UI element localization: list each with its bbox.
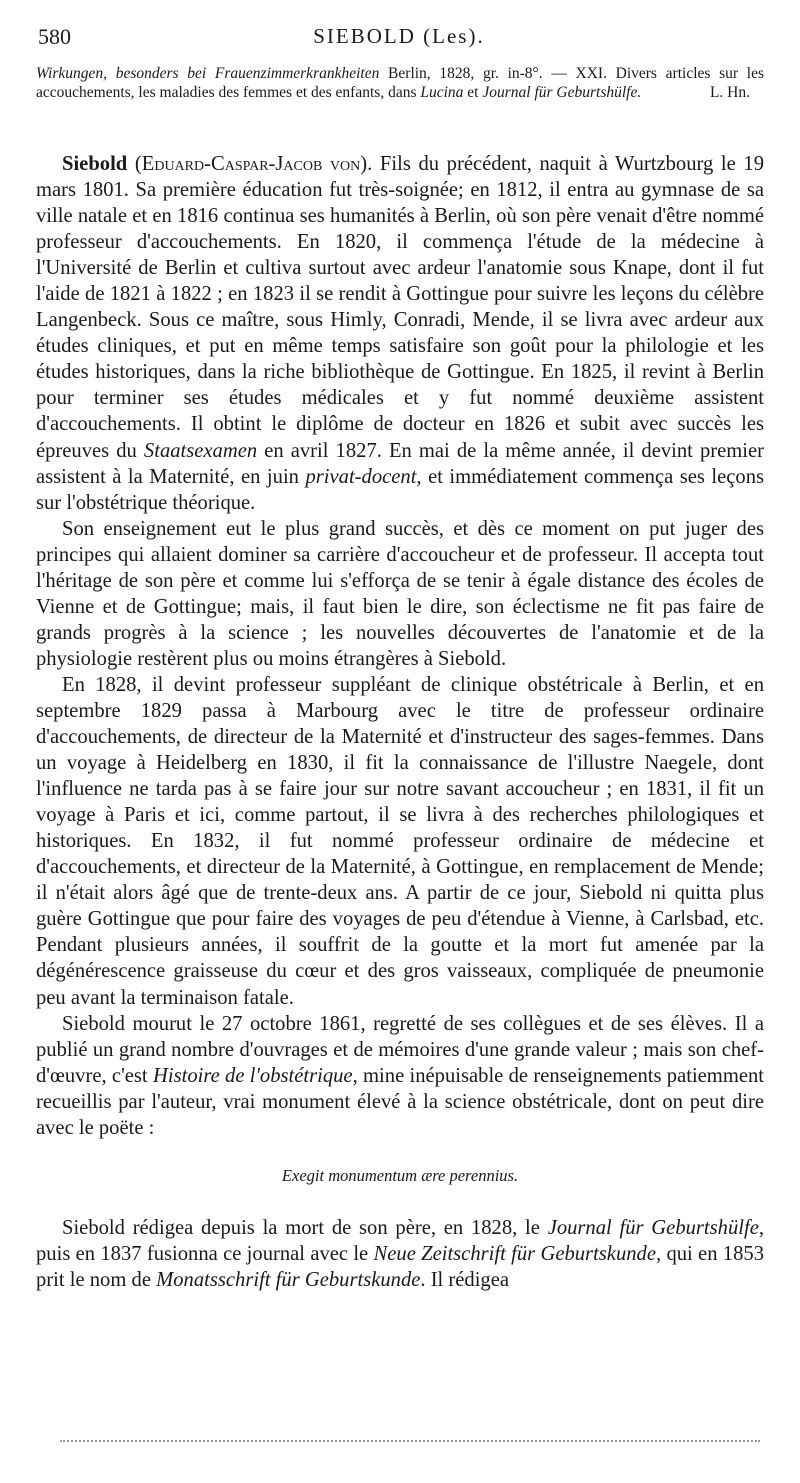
paragraph	[36, 1011, 764, 1141]
work-title: Histoire de l'obstétrique	[152, 1064, 353, 1087]
italic-term: Staatsexamen	[143, 439, 258, 462]
running-title: SIEBOLD (Les).	[313, 24, 485, 48]
journal-title: Monatsschrift für Geburtskunde	[156, 1268, 421, 1291]
paragraph-text: , et immédiatement commença ses leçons sur l'obstétrique théorique.	[36, 465, 764, 514]
paragraph-text: Fils du précédent, naquit à Wurtzbourg le 19 mars 1801. Sa première éducation fut très-soignée; en 1812, il entra au gymnase de sa ville natale et en 1816 continua ses humanités à Berlin, où son père venait d'être nommé professeur d'accouchements. En 1820, il commença l'étude de la médecine à l'Université de Berlin et cultiva surtout avec ardeur l'anatomie sous Knape, dont il fut l'aide de 1821 à 1822 ; en 1823 il se rendit à Gottingue pour suivre les leçons du célèbre Langenbeck. Sous ce maître, sous Himly, Conradi, Mende, il se livra avec ardeur aux études cliniques, et put en même temps satisfaire son goût pour la philologie et les études historiques, dans la riche bibliothèque de Gottingue. En 1825, il revint à Berlin pour terminer ses études médicales et y fut nommé deuxième assistent d'accouchements. Il obtint le diplôme de docteur en 1826 et subit avec succès les épreuves du	[36, 153, 765, 462]
paragraph-text: Siebold mourut le 27 octobre 1861, regretté de ses collègues et de ses élèves. Il a publié un grand nombre d'ouvrages et de mémoires d'une grande valeur ; mais son chef-d'œuvre, c'est	[36, 1012, 764, 1087]
italic-term: privat-docent	[305, 465, 417, 488]
punctuation: (	[127, 153, 142, 175]
journal-title: Lucina	[420, 84, 464, 101]
citation-text: Berlin, 1828, gr. in-8°. — XXI. Divers articles sur les accouchements, les maladies des femmes et des enfants, dans	[36, 65, 764, 101]
epigraph-quote: Exegit monumentum ære perennius.	[281, 1165, 519, 1185]
paragraph	[36, 151, 764, 516]
bottom-dotted-rule	[60, 1440, 760, 1442]
previous-entry-text	[36, 64, 764, 102]
paragraph	[36, 1215, 764, 1293]
conjunction-text: et	[463, 84, 483, 101]
biography-article	[36, 151, 764, 1293]
journal-title: Journal für Geburtshülfe	[547, 1216, 759, 1239]
paragraph: Son enseignement eut le plus grand succès, et dès ce moment on put juger des principes qui allaient dominer sa carrière d'accoucheur et de professeur. Il accepta tout l'héritage de son père et comme lui s'efforça de se tenir à égale distance des écoles de Vienne et de Gottingue; mais, il faut bien le dire, son éclectisme ne fit pas faire de grands progrès à la science ; les nouvelles découvertes de l'anatomie et de la physiologie restèrent plus ou moins étrangères à Siebold.	[36, 517, 764, 670]
work-title: Wirkungen, besonders bei Frauenzimmerkrankheiten	[36, 65, 380, 82]
paragraph-text: en avril 1827. En mai de la même année, il devint premier assistent à la Maternité, en juin	[36, 439, 764, 488]
page-header	[38, 24, 760, 58]
paragraph-text: , qui en 1853 prit le nom de	[36, 1242, 764, 1291]
journal-title: Neue Zeitschrift für Geburtskunde	[373, 1242, 656, 1265]
paragraph-text: , mine inépuisable de renseignements patiemment recueillis par l'auteur, vrai monument élevé à la science obstétricale, dont on peut dire avec le poëte :	[36, 1064, 765, 1139]
paragraph: En 1828, il devint professeur suppléant de clinique obstétricale à Berlin, et en septembre 1829 passa à Marbourg avec le titre de professeur ordinaire d'accouchements, de directeur de la Maternité et d'instructeur des sages-femmes. Dans un voyage à Heidelberg en 1830, il fit la connaissance de l'illustre Naegele, dont l'influence ne tarda pas à se faire jour sur notre savant accoucheur ; en 1831, il fit un voyage à Paris et ici, comme partout, il se livra à des recherches philologiques et historiques. En 1832, il fut nommé professeur ordinaire de médecine et d'accouchements, et directeur de la Maternité, à Gottingue, en remplacement de Mende; il n'était alors âgé que de trente-deux ans. A partir de ce jour, Siebold ni quitta plus guère Gottingue que pour faire des voyages de peu d'étendue à Vienne, à Carlsbad, etc. Pendant plusieurs années, il souffrit de la goutte et la mort fut amenée par la dégénérescence graisseuse du cœur et des gros vaisseaux, compliquée de pneumonie peu avant la terminaison fatale.	[36, 673, 764, 1009]
paragraph-text: Siebold rédigea depuis la mort de son père, en 1828, le	[62, 1216, 548, 1239]
punctuation: ).	[360, 153, 380, 175]
previous-entry-tail	[36, 64, 764, 102]
author-signature: L. Hn.	[709, 84, 750, 101]
journal-title: Journal für Geburtshülfe.	[482, 84, 642, 101]
entry-name: Siebold	[62, 153, 128, 175]
page-number: 580	[38, 24, 71, 49]
paragraph-text: , puis en 1837 fusionna ce journal avec le	[36, 1216, 764, 1265]
paragraph-text: . Il rédigea	[420, 1268, 510, 1291]
entry-given-names: Eduard-Caspar-Jacob von	[141, 153, 361, 175]
